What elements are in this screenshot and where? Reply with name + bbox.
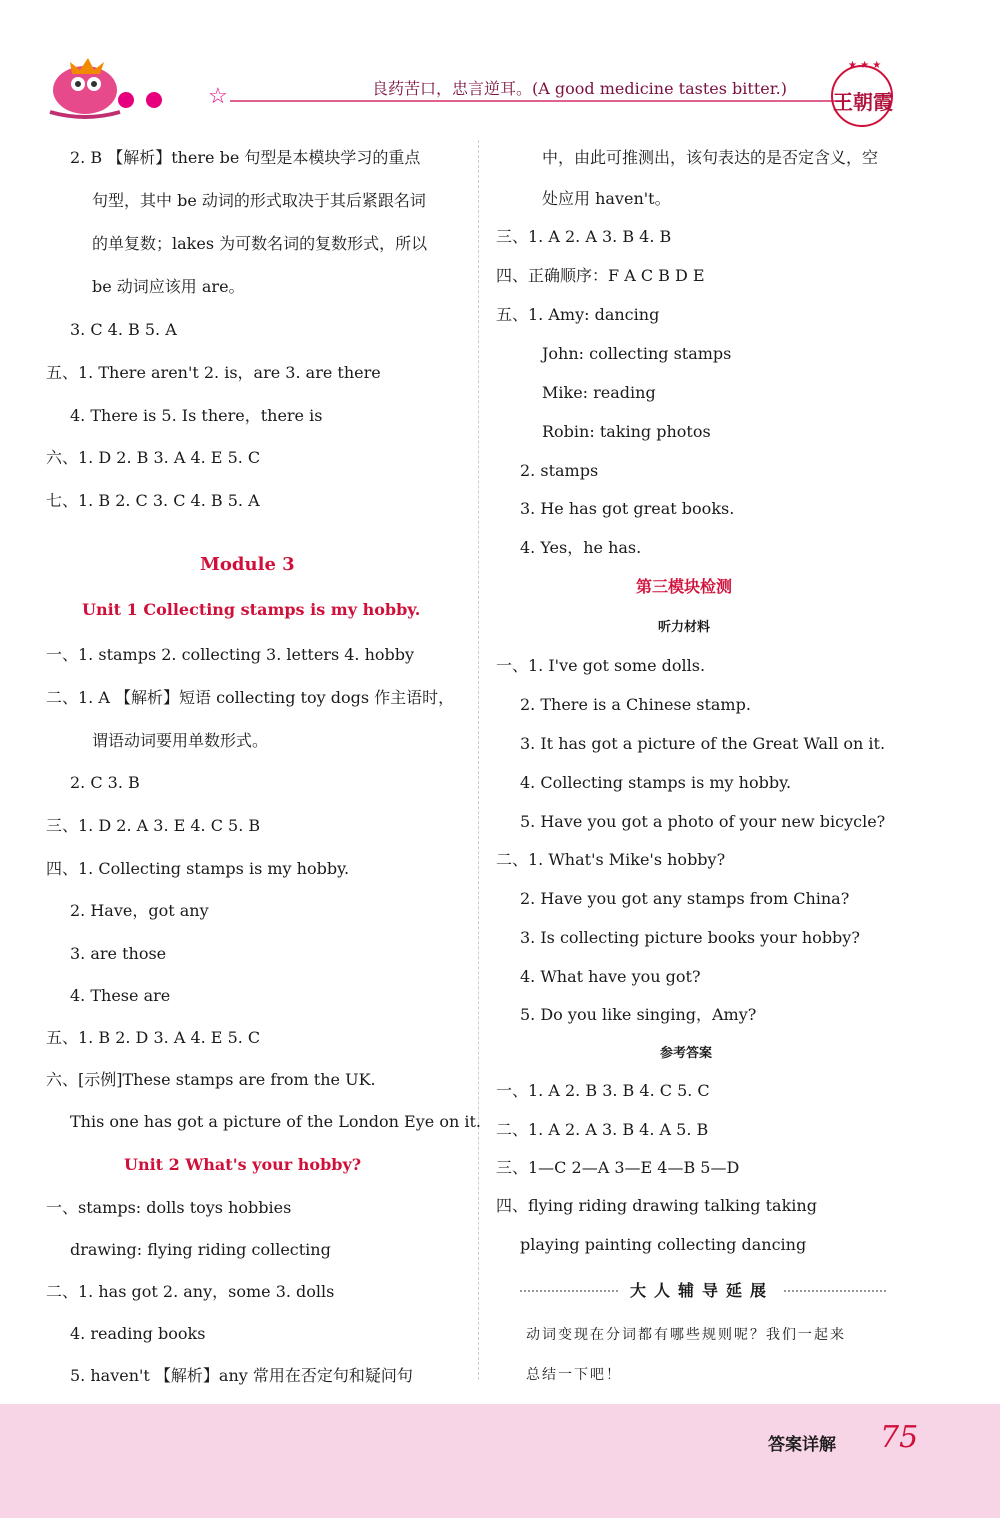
answer-line: This one has got a picture of the London Eye on it. [70, 1112, 481, 1131]
guide-title: 大人辅导延展 [620, 1278, 784, 1301]
answer-line: drawing: flying riding collecting [70, 1240, 331, 1259]
answer-line: 的单复数；lakes 为可数名词的复数形式，所以 [92, 234, 428, 253]
guide-text-2: 总结一下吧！ [526, 1367, 622, 1383]
answers-title: 参考答案 [660, 1046, 713, 1061]
answer-line: 2. There is a Chinese stamp. [520, 695, 751, 714]
page-header [0, 0, 1000, 130]
page-number: 75 [880, 1420, 919, 1455]
unit2-title: Unit 2 What's your hobby? [124, 1155, 362, 1174]
answer-line: 四、1. Collecting stamps is my hobby. [46, 859, 350, 878]
answer-line: 5. Do you like singing，Amy? [520, 1005, 757, 1024]
answer-line: 二、1. A 【解析】短语 collecting toy dogs 作主语时， [46, 688, 455, 707]
answer-line: 3. are those [70, 944, 167, 963]
module-title: Module 3 [200, 554, 295, 575]
answer-line: 五、1. B 2. D 3. A 4. E 5. C [46, 1028, 261, 1047]
footer-band [0, 1404, 1000, 1518]
answer-line: 一、stamps: dolls toys hobbies [46, 1198, 292, 1217]
answer-line: 3. It has got a picture of the Great Wall on it. [520, 734, 886, 753]
star-icon: ☆ [208, 84, 228, 109]
answer-line: 五、1. There aren't 2. is，are 3. are there [46, 363, 381, 382]
answer-line: 4. These are [70, 986, 171, 1005]
answer-line: 六、[示例]These stamps are from the UK. [46, 1070, 376, 1089]
answer-line: 2. Have you got any stamps from China? [520, 889, 850, 908]
unit1-title: Unit 1 Collecting stamps is my hobby. [82, 600, 421, 619]
answer-line: 三、1. A 2. A 3. B 4. B [496, 227, 672, 246]
answer-line: 3. C 4. B 5. A [70, 320, 177, 339]
answer-line: 5. haven't 【解析】any 常用在否定句和疑问句 [70, 1366, 413, 1385]
answer-line: playing painting collecting dancing [520, 1235, 807, 1254]
answer-line: 一、1. I've got some dolls. [496, 656, 706, 675]
proverb: 良药苦口，忠言逆耳。(A good medicine tastes bitter.) [372, 79, 787, 98]
footer-label: 答案详解 [768, 1435, 836, 1455]
answer-line: be 动词应该用 are。 [92, 277, 245, 296]
answer-line: 2. Have，got any [70, 901, 209, 920]
answer-line: 四、正确顺序：F A C B D E [496, 266, 705, 285]
svg-text:★ ★ ★: ★ ★ ★ [848, 60, 882, 71]
answer-line: 二、1. has got 2. any，some 3. dolls [46, 1282, 335, 1301]
answer-line: 五、1. Amy: dancing [496, 305, 660, 324]
column-divider [478, 140, 480, 1380]
answer-line: 谓语动词要用单数形式。 [92, 731, 269, 750]
answer-line: 2. C 3. B [70, 773, 140, 792]
guide-text-1: 动词变现在分词都有哪些规则呢？我们一起来 [526, 1327, 846, 1343]
answer-line: 2. stamps [520, 461, 599, 480]
brand-name: 王朝霞 [833, 90, 893, 114]
brand-logo [818, 56, 906, 128]
answer-line: John: collecting stamps [542, 344, 732, 363]
answer-line: 六、1. D 2. B 3. A 4. E 5. C [46, 448, 261, 467]
answer-line: Mike: reading [542, 383, 656, 402]
decor-dot [118, 92, 134, 108]
answer-line: 句型，其中 be 动词的形式取决于其后紧跟名词 [92, 191, 426, 210]
answer-line: 三、1—C 2—A 3—E 4—B 5—D [496, 1158, 740, 1177]
answer-line: 七、1. B 2. C 3. C 4. B 5. A [46, 491, 260, 510]
answer-line: 2. B 【解析】there be 句型是本模块学习的重点 [70, 148, 421, 167]
listening-title: 听力材料 [658, 620, 711, 635]
answer-line: 三、1. D 2. A 3. E 4. C 5. B [46, 816, 261, 835]
answer-line: 二、1. What's Mike's hobby? [496, 850, 726, 869]
answer-line: 4. reading books [70, 1324, 206, 1343]
answer-line: 处应用 haven't。 [542, 189, 671, 208]
decor-dot [146, 92, 162, 108]
mascot-icon [40, 50, 130, 120]
answer-line: 二、1. A 2. A 3. B 4. A 5. B [496, 1120, 709, 1139]
answer-line: 一、1. A 2. B 3. B 4. C 5. C [496, 1081, 710, 1100]
answer-line: 5. Have you got a photo of your new bicycle? [520, 812, 886, 831]
answer-line: 四、flying riding drawing talking taking [496, 1196, 817, 1215]
answer-line: 4. Collecting stamps is my hobby. [520, 773, 792, 792]
answer-line: 中，由此可推测出，该句表达的是否定含义，空 [542, 148, 879, 167]
answer-line: 一、1. stamps 2. collecting 3. letters 4. hobby [46, 645, 415, 664]
answer-line: 4. Yes，he has. [520, 538, 642, 557]
test-title: 第三模块检测 [636, 577, 733, 596]
header-rule [230, 100, 850, 102]
answer-line: 4. What have you got? [520, 967, 701, 986]
answer-line: Robin: taking photos [542, 422, 711, 441]
answer-line: 4. There is 5. Is there，there is [70, 406, 323, 425]
answer-line: 3. He has got great books. [520, 499, 735, 518]
answer-line: 3. Is collecting picture books your hobby? [520, 928, 860, 947]
